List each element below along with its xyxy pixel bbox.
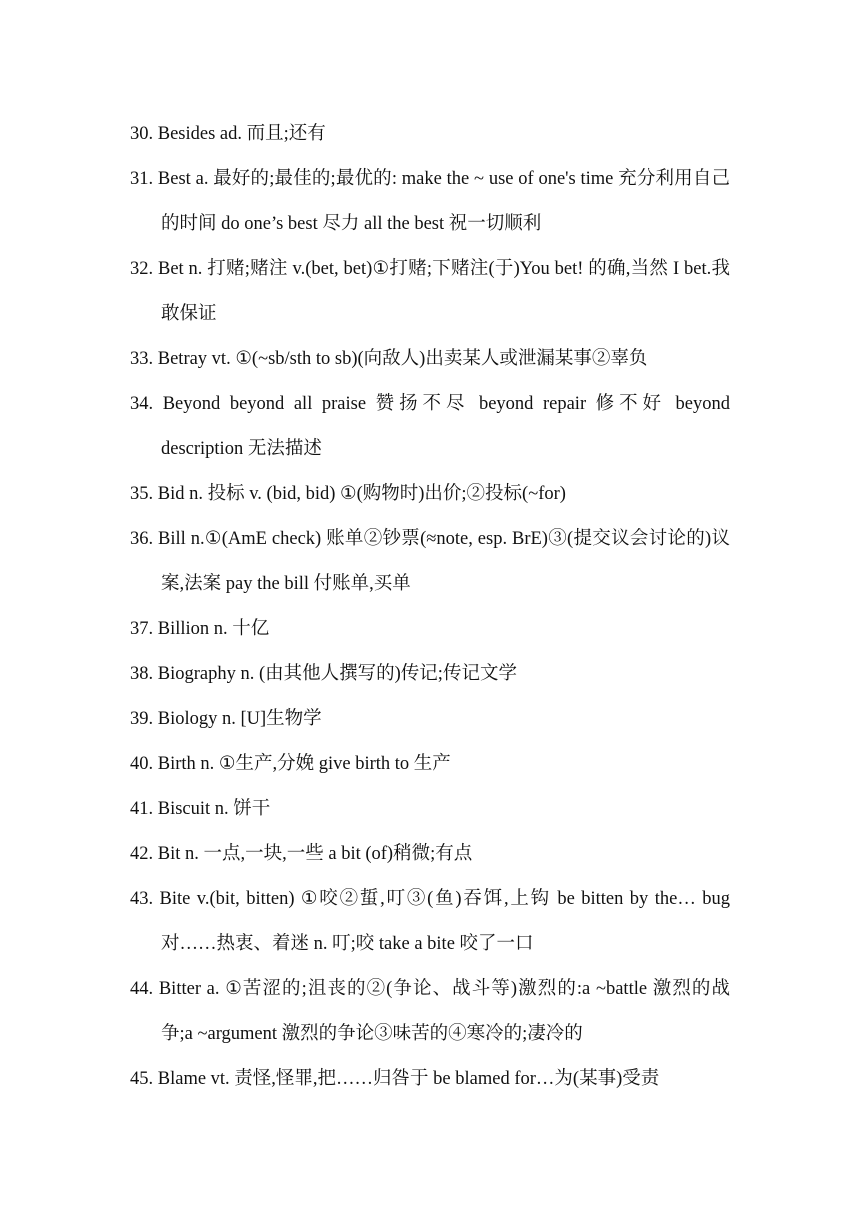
vocab-entry-42 <box>130 832 730 877</box>
entry-number: 39. <box>130 709 154 729</box>
entry-text: Bitter a. ①苦涩的;沮丧的②(争论、战斗等)激烈的:a ~battle 激烈的战争;a ~argument 激烈的争论③味苦的④寒冷的;凄冷的 <box>158 979 731 1044</box>
vocab-entry-43 <box>130 877 730 967</box>
vocab-entry-39 <box>130 697 730 742</box>
entry-text: Billion n. 十亿 <box>157 619 270 639</box>
entry-number: 43. <box>130 889 154 909</box>
vocab-entry-45 <box>130 1057 730 1102</box>
vocab-entry-34 <box>130 382 730 472</box>
entry-text: Biography n. (由其他人撰写的)传记;传记文学 <box>157 664 517 684</box>
entry-text: Beyond beyond all praise 赞扬不尽 beyond repair 修不好 beyond description 无法描述 <box>161 394 731 459</box>
entry-number: 45. <box>130 1069 154 1089</box>
entry-number: 37. <box>130 619 154 639</box>
vocab-entry-36 <box>130 517 730 607</box>
entry-text: Betray vt. ①(~sb/sth to sb)(向敌人)出卖某人或泄漏某事②辜负 <box>157 349 648 369</box>
entry-text: Blame vt. 责怪,怪罪,把……归咎于 be blamed for…为(某事)受责 <box>157 1069 660 1089</box>
entry-text: Biology n. [U]生物学 <box>157 709 322 729</box>
entry-number: 42. <box>130 844 154 864</box>
entry-number: 44. <box>130 979 154 999</box>
vocab-entry-44 <box>130 967 730 1057</box>
entry-text: Best a. 最好的;最佳的;最优的: make the ~ use of one's time 充分利用自己的时间 do one’s best 尽力 all the best 祝一切顺利 <box>157 169 731 234</box>
entry-number: 34. <box>130 394 154 414</box>
vocab-entry-33 <box>130 337 730 382</box>
entry-text: Bet n. 打赌;赌注 v.(bet, bet)①打赌;下赌注(于)You bet! 的确,当然 I bet.我敢保证 <box>158 259 731 324</box>
vocab-entry-40 <box>130 742 730 787</box>
entry-text: Bill n.①(AmE check) 账单②钞票(≈note, esp. BrE)③(提交议会讨论的)议案,法案 pay the bill 付账单,买单 <box>158 529 730 594</box>
vocab-entry-38 <box>130 652 730 697</box>
entry-text: Bit n. 一点,一块,一些 a bit (of)稍微;有点 <box>157 844 473 864</box>
entry-number: 31. <box>130 169 154 189</box>
entry-text: Bite v.(bit, bitten) ①咬②蜇,叮③(鱼)吞饵,上钩 be bitten by the… bug 对……热衷、着迷 n. 叮;咬 take a bite 咬了一口 <box>159 889 730 954</box>
entry-text: Besides ad. 而且;还有 <box>157 124 326 144</box>
entry-number: 36. <box>130 529 154 549</box>
entry-number: 40. <box>130 754 154 774</box>
entry-number: 33. <box>130 349 154 369</box>
entry-text: Bid n. 投标 v. (bid, bid) ①(购物时)出价;②投标(~for) <box>157 484 566 504</box>
entry-text: Biscuit n. 饼干 <box>157 799 271 819</box>
vocab-entry-37 <box>130 607 730 652</box>
vocab-entry-31 <box>130 157 730 247</box>
entry-number: 30. <box>130 124 154 144</box>
vocab-entry-41 <box>130 787 730 832</box>
entry-number: 41. <box>130 799 154 819</box>
entry-number: 35. <box>130 484 154 504</box>
vocab-entry-32 <box>130 247 730 337</box>
vocabulary-list <box>130 112 730 1102</box>
entry-number: 32. <box>130 259 154 279</box>
vocab-entry-30 <box>130 112 730 157</box>
vocab-entry-35 <box>130 472 730 517</box>
entry-number: 38. <box>130 664 154 684</box>
entry-text: Birth n. ①生产,分娩 give birth to 生产 <box>157 754 451 774</box>
